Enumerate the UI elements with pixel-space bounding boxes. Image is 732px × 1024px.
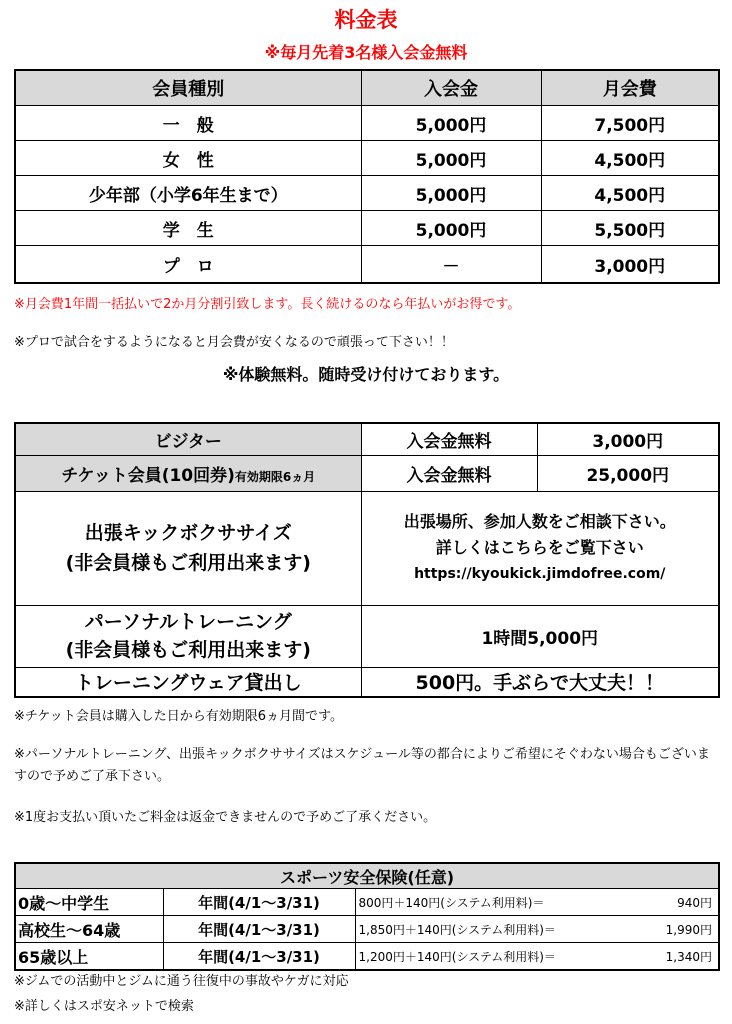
insurance-category: 高校生～64歳	[15, 916, 163, 943]
monthly-fee: 4,500円	[541, 141, 719, 176]
insurance-period: 年間(4/1～3/31)	[163, 916, 355, 943]
insurance-formula: 1,200円＋140円(システム利用料)＝	[358, 949, 556, 964]
table-row	[15, 176, 719, 211]
ticket-price: 25,000円	[537, 455, 719, 491]
personal-training-label	[15, 605, 361, 667]
wear-rental-label: トレーニングウェア貸出し	[15, 667, 361, 697]
insurance-header-row	[15, 863, 719, 889]
free-enrollment-notice: ※毎月先着3名様入会金無料	[264, 43, 468, 62]
enrollment-fee: 5,000円	[361, 106, 541, 141]
table-row	[15, 455, 719, 491]
header-enrollment-fee: 入会金	[361, 70, 541, 106]
table-row	[15, 246, 719, 284]
insurance-formula: 1,850円＋140円(システム利用料)＝	[358, 922, 556, 937]
table-row	[15, 141, 719, 176]
schedule-note: ※パーソナルトレーニング、出張キックボクササイズはスケジュール等の都合によりご希望にそぐわない場合もございますので予めご了承下さい。	[14, 747, 710, 784]
insurance-period: 年間(4/1～3/31)	[163, 889, 355, 916]
insurance-category: 65歳以上	[15, 943, 163, 971]
outreach-details	[361, 491, 719, 605]
visitor-enrollment-fee: 入会金無料	[361, 423, 537, 455]
wear-rental-price: 500円。手ぶらで大丈夫！！	[361, 667, 719, 697]
header-member-type: 会員種別	[15, 70, 361, 106]
sports-insurance-table	[14, 862, 720, 971]
monthly-fee: 5,500円	[541, 211, 719, 246]
monthly-fee: 7,500円	[541, 106, 719, 141]
insurance-period: 年間(4/1～3/31)	[163, 943, 355, 971]
member-type: 少年部（小学6年生まで）	[15, 176, 361, 211]
ticket-note: ※チケット会員は購入した日から有効期限6ヵ月間です。	[14, 709, 343, 724]
header-monthly-fee: 月会費	[541, 70, 719, 106]
insurance-total: 940円	[677, 895, 713, 910]
table-row	[15, 667, 719, 697]
ticket-label-text: チケット会員(10回券)	[61, 465, 235, 486]
table-row	[15, 423, 719, 455]
membership-fee-table	[14, 69, 720, 284]
insurance-price	[355, 916, 719, 943]
page-title: 料金表	[334, 8, 398, 32]
table-row	[15, 211, 719, 246]
table-row	[15, 491, 719, 605]
outreach-url: https://kyoukick.jimdofree.com/	[414, 566, 666, 582]
table-row	[15, 889, 719, 916]
personal-label-line-1: パーソナルトレーニング	[84, 611, 292, 633]
free-trial-note: ※体験無料。随時受け付けております。	[222, 365, 510, 384]
pro-note: ※プロで試合をするようになると月会費が安くなるので頑張って下さい！！	[14, 335, 454, 350]
insurance-total: 1,990円	[665, 922, 713, 937]
enrollment-fee: 5,000円	[361, 211, 541, 246]
ticket-enrollment-fee: 入会金無料	[361, 455, 537, 491]
personal-training-price: 1時間5,000円	[361, 605, 719, 667]
outreach-label-line-1: 出張キックボクササイズ	[84, 522, 292, 544]
personal-label-line-2: (非会員様もご利用出来ます)	[65, 639, 311, 661]
outreach-label-line-2: (非会員様もご利用出来ます)	[65, 552, 311, 574]
table-row	[15, 106, 719, 141]
enrollment-fee: －	[361, 246, 541, 284]
outreach-text-2: 詳しくはこちらをご覧下さい	[435, 538, 644, 557]
insurance-title: スポーツ安全保険(任意)	[15, 863, 719, 889]
enrollment-fee: 5,000円	[361, 176, 541, 211]
outreach-text-1: 出張場所、参加人数をご相談下さい。	[403, 512, 676, 531]
table-row	[15, 943, 719, 971]
member-type: 一 般	[15, 106, 361, 141]
monthly-fee: 3,000円	[541, 246, 719, 284]
ticket-member-label	[15, 455, 361, 491]
ticket-validity: 有効期限6ヵ月	[234, 469, 316, 484]
annual-discount-note: ※月会費1年間一括払いで2か月分割引致します。長く続けるのなら年払いがお得です。	[14, 297, 521, 312]
insurance-formula: 800円＋140円(システム利用料)＝	[358, 895, 545, 910]
insurance-price	[355, 943, 719, 971]
member-type: 女 性	[15, 141, 361, 176]
member-type: 学 生	[15, 211, 361, 246]
outreach-label	[15, 491, 361, 605]
table-row	[15, 605, 719, 667]
enrollment-fee: 5,000円	[361, 141, 541, 176]
insurance-category: 0歳～中学生	[15, 889, 163, 916]
visitor-price: 3,000円	[537, 423, 719, 455]
insurance-total: 1,340円	[665, 949, 713, 964]
insurance-coverage-note: ※ジムでの活動中とジムに通う往復中の事故やケガに対応	[14, 974, 349, 989]
monthly-fee: 4,500円	[541, 176, 719, 211]
fee-table-header-row	[15, 70, 719, 106]
insurance-search-note: ※詳しくはスポ安ネットで検索	[14, 999, 194, 1014]
visitor-label: ビジター	[15, 423, 361, 455]
table-row	[15, 916, 719, 943]
member-type: プ ロ	[15, 246, 361, 284]
insurance-price	[355, 889, 719, 916]
refund-note: ※1度お支払い頂いたご料金は返金できませんので予めご了承ください。	[14, 810, 437, 825]
visitor-service-table	[14, 422, 720, 698]
